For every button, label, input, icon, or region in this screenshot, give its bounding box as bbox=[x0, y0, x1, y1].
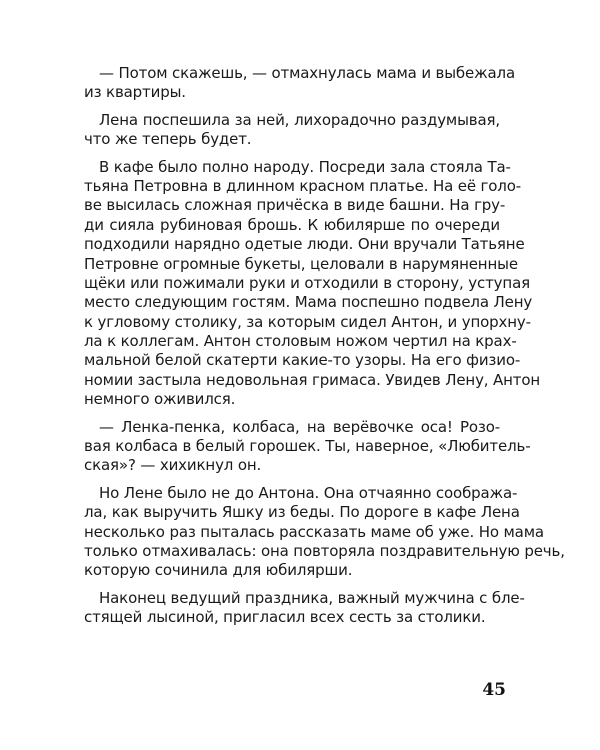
text-line: Но Лене было не до Антона. Она отчаянно сообража- bbox=[99, 483, 518, 502]
text-line: ла к коллегам. Антон столовым ножом чертил на крах- bbox=[84, 332, 517, 351]
text-line: мальной белой скатерти какие-то узоры. На его физио- bbox=[84, 351, 521, 370]
text-line: к угловому столику, за которым сидел Антон, и упорхну- bbox=[84, 312, 531, 331]
text-line: — Потом скажешь, — отмахнулась мама и выбежала bbox=[99, 64, 516, 82]
text-line: щёки или пожимали руки и отходили в сторону, уступая bbox=[84, 273, 530, 292]
page-number: 45 bbox=[482, 680, 506, 700]
text-line: что же теперь будет. bbox=[84, 130, 252, 149]
text-line: вая колбаса в белый горошек. Ты, наверное, «Любитель- bbox=[84, 437, 531, 456]
body-text bbox=[84, 64, 565, 636]
text-line: из квартиры. bbox=[84, 83, 186, 102]
text-line: стящей лысиной, пригласил всех сесть за столики. bbox=[84, 608, 486, 627]
text-line: ди сияла рубиновая брошь. К юбилярше по очереди bbox=[84, 215, 500, 234]
paragraph-4 bbox=[84, 417, 531, 476]
text-line: В кафе было полно народу. Посреди зала стояла Та- bbox=[99, 157, 511, 176]
text-line: Наконец ведущий праздника, важный мужчина с бле- bbox=[99, 588, 525, 607]
text-line: номии застыла недовольная гримаса. Увидев Лену, Антон bbox=[84, 370, 541, 389]
text-line: — Ленка-пенка, колбаса, на верёвочке оса! Розо- bbox=[99, 417, 500, 436]
text-line: ве высилась сложная причёска в виде башни. На гру- bbox=[84, 196, 506, 215]
text-line: тьяна Петровна в длинном красном платье. На её голо- bbox=[84, 176, 522, 195]
text-line: ская»? — хихикнул он. bbox=[84, 456, 262, 475]
text-line: Лена поспешила за ней, лихорадочно раздумывая, bbox=[99, 110, 500, 129]
text-line: которую сочинила для юбилярши. bbox=[84, 561, 353, 580]
text-line: несколько раз пыталась рассказать маме об уже. Но мама bbox=[84, 522, 544, 541]
text-line: место следующим гостям. Мама поспешно подвела Лену bbox=[84, 293, 533, 312]
text-line: подходили нарядно одетые люди. Они вручали Татьяне bbox=[84, 235, 525, 254]
text-line: немного оживился. bbox=[84, 390, 236, 409]
text-line: только отмахивалась: она повторяла поздравительную речь, bbox=[84, 541, 565, 560]
paragraph-1 bbox=[84, 64, 516, 103]
text-line: ла, как выручить Яшку из беды. По дороге в кафе Лена bbox=[84, 503, 520, 522]
text-line: Петровне огромные букеты, целовали в нарумяненные bbox=[84, 254, 518, 273]
paragraph-5 bbox=[84, 483, 565, 581]
paragraph-6 bbox=[84, 588, 525, 628]
paragraph-2 bbox=[84, 111, 500, 150]
paragraph-3 bbox=[84, 157, 541, 410]
